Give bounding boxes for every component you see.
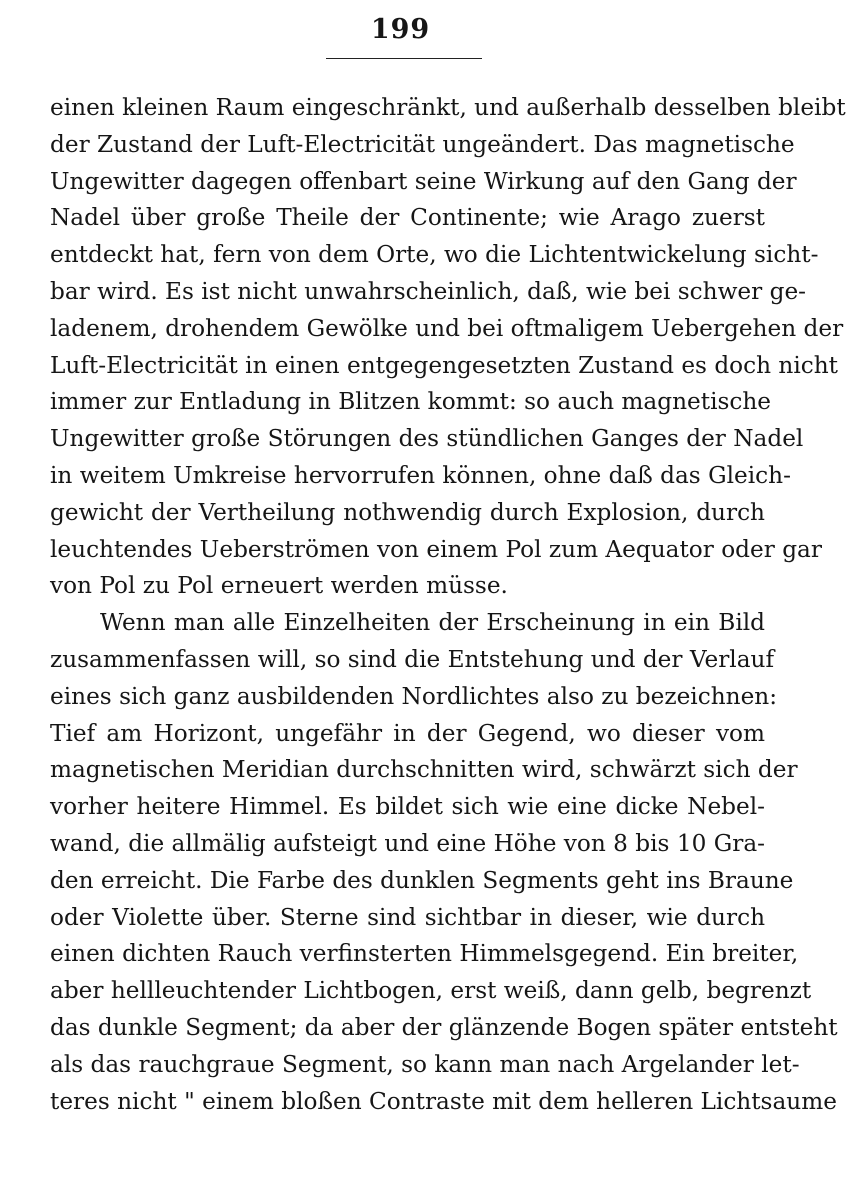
text-line: leuchtendes Ueberströmen von einem Pol zum Aequator oder gar (50, 535, 822, 563)
text-line: eines sich ganz ausbildenden Nordlichtes also zu bezeichnen: (50, 682, 778, 710)
text-line: vorher heitere Himmel. Es bildet sich wie eine dicke Nebel- (50, 793, 765, 821)
header-rule (326, 58, 482, 59)
text-line: als das rauchgraue Segment, so kann man nach Argelander let- (50, 1050, 800, 1078)
text-line: der Zustand der Luft-Electricität ungeändert. Das magnetische (50, 130, 795, 158)
text-line: Ungewitter dagegen offenbart seine Wirkung auf den Gang der (50, 167, 797, 195)
text-line: in weitem Umkreise hervorrufen können, ohne daß das Gleich- (50, 461, 791, 489)
paragraph-start-line: Wenn man alle Einzelheiten der Erscheinung in ein Bild (100, 609, 765, 637)
text-line: das dunkle Segment; da aber der glänzende Bogen später entsteht (50, 1013, 838, 1041)
text-line: gewicht der Vertheilung nothwendig durch Explosion, durch (50, 498, 765, 526)
text-line: den erreicht. Die Farbe des dunklen Segments geht ins Braune (50, 866, 794, 894)
text-line: Tief am Horizont, ungefähr in der Gegend, wo dieser vom (50, 719, 765, 747)
text-line: bar wird. Es ist nicht unwahrscheinlich, daß, wie bei schwer ge- (50, 277, 807, 305)
text-line: immer zur Entladung in Blitzen kommt: so auch magnetische (50, 388, 772, 416)
page-number: 199 (370, 14, 431, 45)
text-line: von Pol zu Pol erneuert werden müsse. (50, 572, 508, 600)
text-line: oder Violette über. Sterne sind sichtbar in dieser, wie durch (50, 903, 765, 931)
text-line: zusammenfassen will, so sind die Entstehung und der Verlauf (50, 645, 775, 673)
text-line: teres nicht " einem bloßen Contraste mit dem helleren Lichtsaume (50, 1087, 837, 1115)
body-text (50, 90, 846, 1120)
text-line: entdeckt hat, fern von dem Orte, wo die Lichtentwickelung sicht- (50, 241, 819, 269)
text-line: Nadel über große Theile der Continente; wie Arago zuerst (50, 204, 765, 232)
text-line: einen dichten Rauch verfinsterten Himmelsgegend. Ein breiter, (50, 940, 799, 968)
text-line: magnetischen Meridian durchschnitten wird, schwärzt sich der (50, 756, 798, 784)
text-line: Luft-Electricität in einen entgegengesetzten Zustand es doch nicht (50, 351, 839, 379)
text-line: ladenem, drohendem Gewölke und bei oftmaligem Uebergehen der (50, 314, 844, 342)
text-line: wand, die allmälig aufsteigt und eine Höhe von 8 bis 10 Gra- (50, 829, 765, 857)
text-line: einen kleinen Raum eingeschränkt, und außerhalb desselben bleibt (50, 94, 846, 121)
text-line: aber hellleuchtender Lichtbogen, erst weiß, dann gelb, begrenzt (50, 977, 812, 1005)
text-line: Ungewitter große Störungen des stündlichen Ganges der Nadel (50, 425, 804, 453)
